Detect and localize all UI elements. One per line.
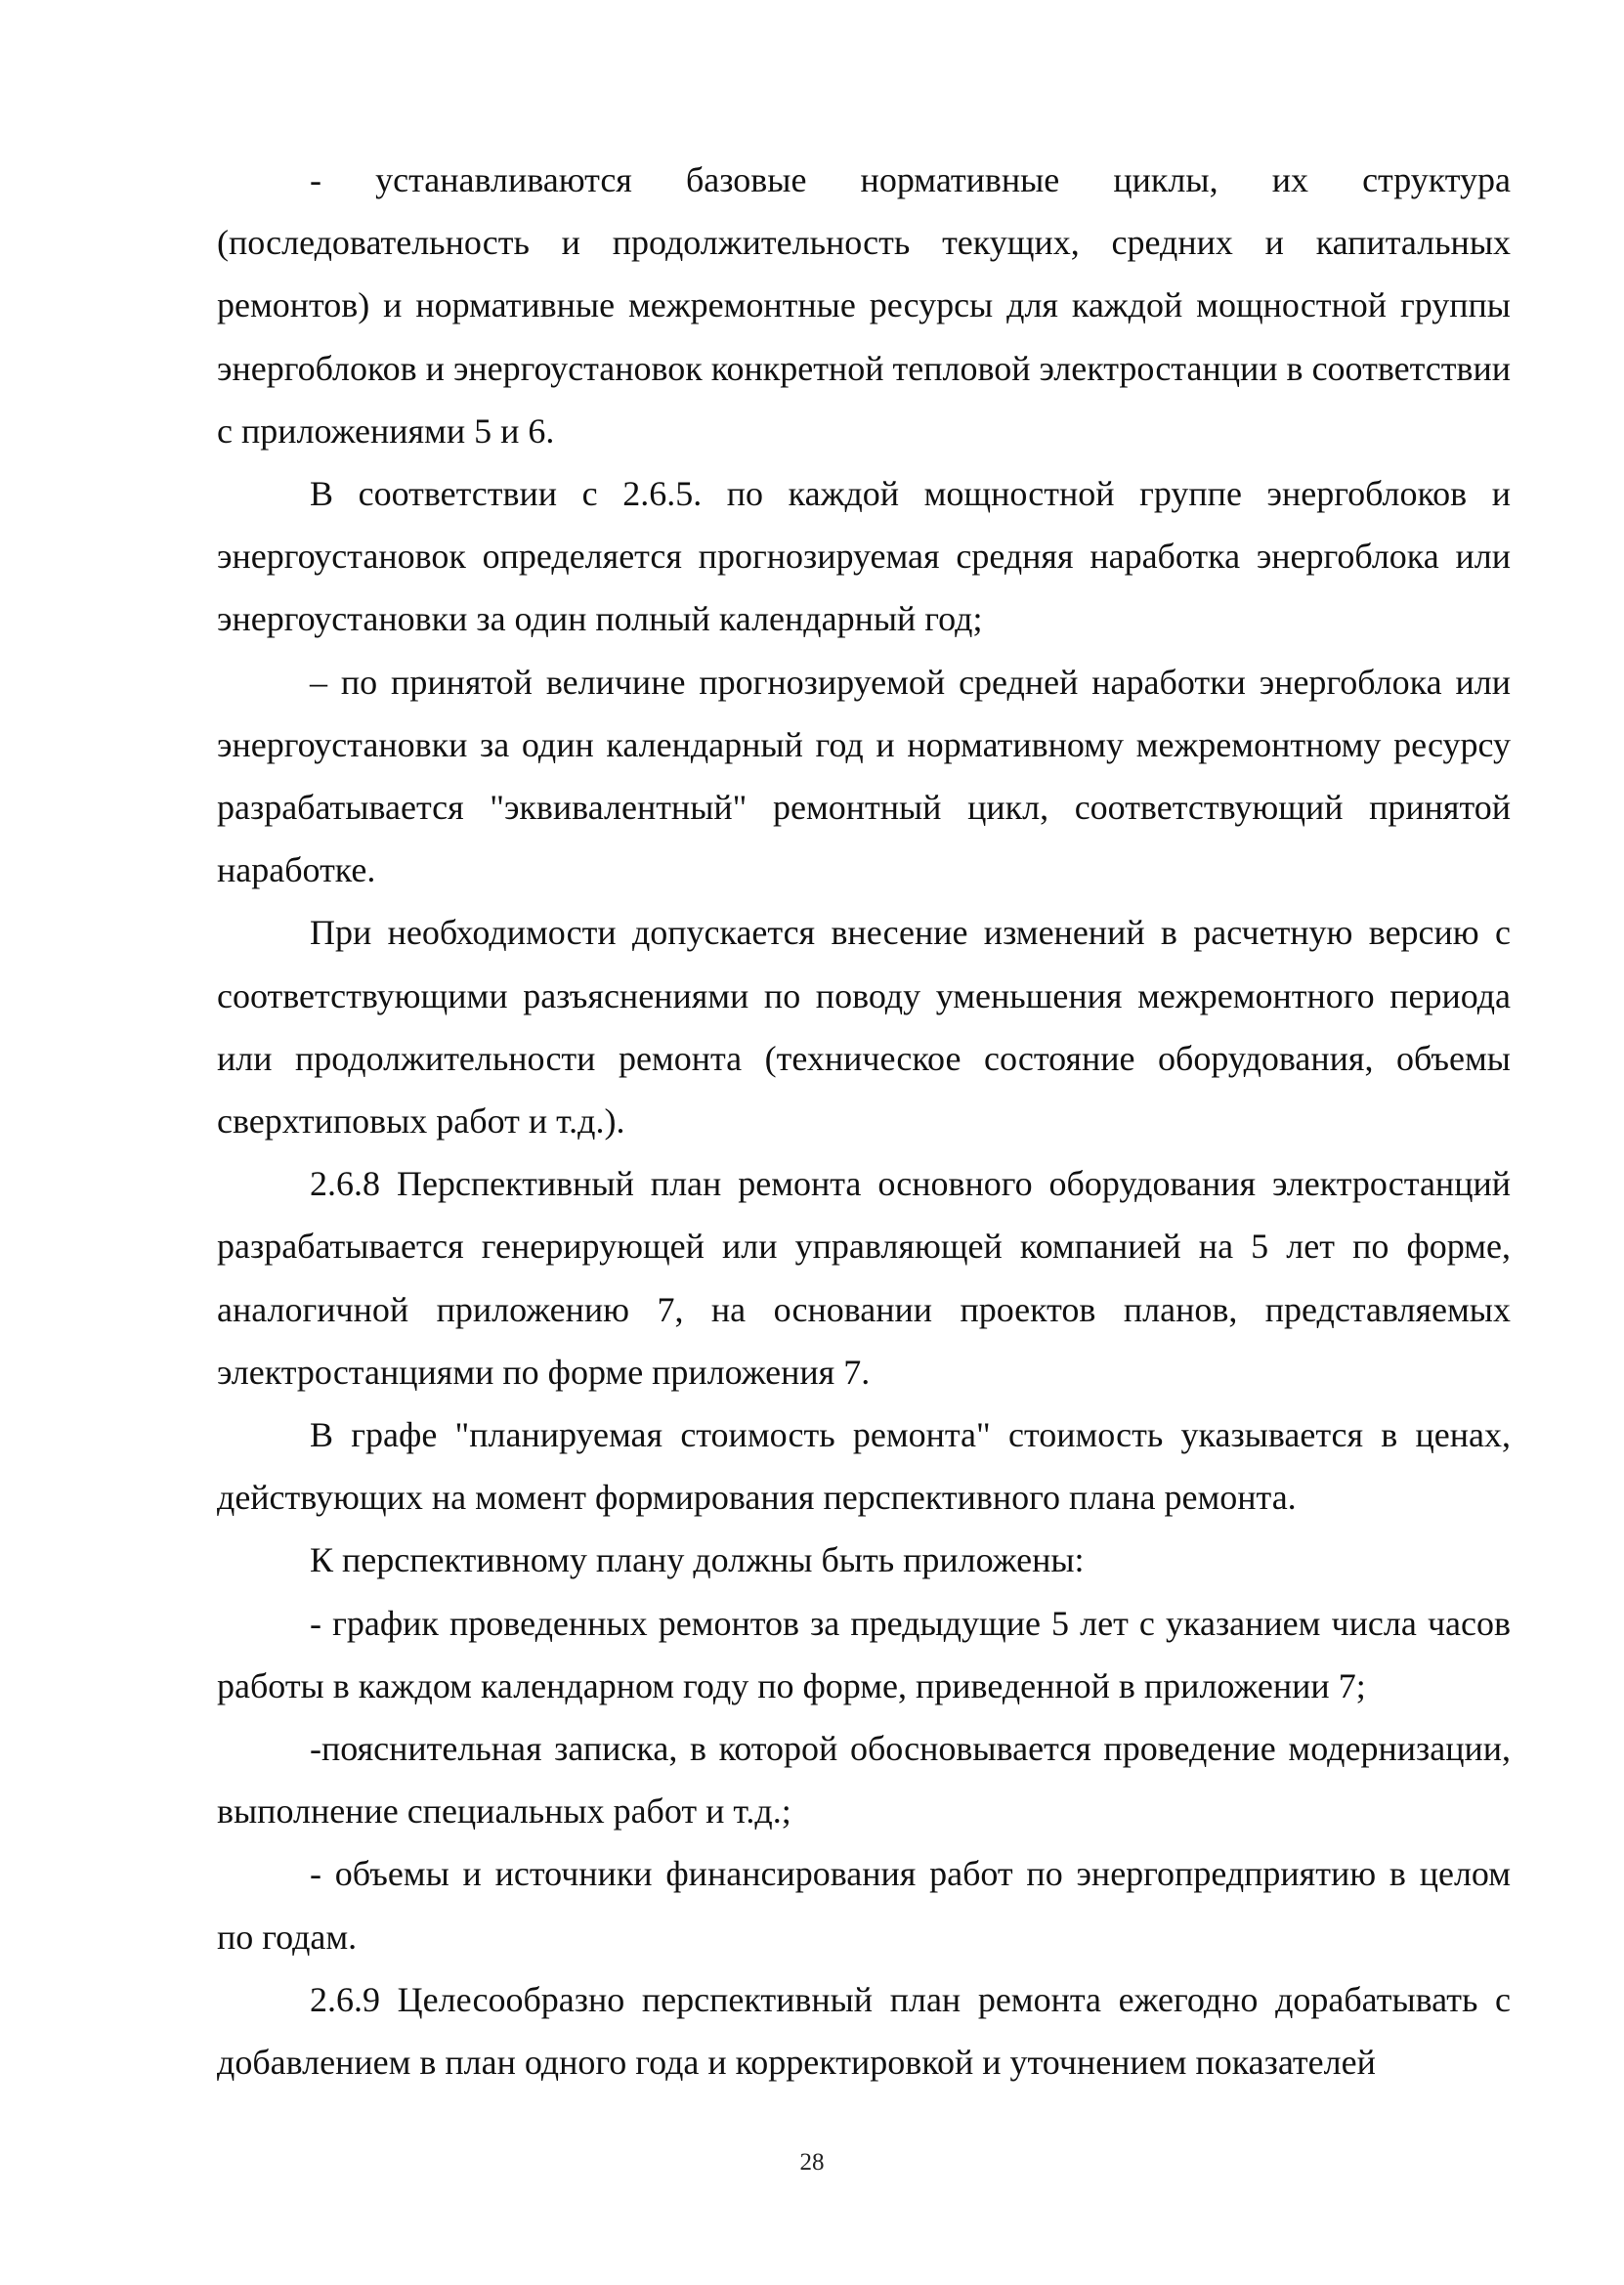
page-number: 28 [799,2149,825,2176]
paragraph-2-6-8: 2.6.8 Перспективный план ремонта основного оборудования электростанций разрабатывается генерирующей или управляющей компанией на 5 лет по форме, аналогичной приложению 7, на основании проектов планов, представляемых электростанциями по форме приложения 7. [217,1164,1511,1392]
paragraph-changes-allowed: При необходимости допускается внесение изменений в расчетную версию с соответствующими разъяснениями по поводу уменьшения межремонтного периода или продолжительности ремонта (техническое состояние оборудования, объемы сверхтиповых работ и т.д.). [217,913,1511,1142]
list-item-repair-schedule: - график проведенных ремонтов за предыдущие 5 лет с указанием числа часов работы в каждом календарном году по форме, приведенной в приложении 7; [217,1603,1511,1705]
paragraph-2-6-9: 2.6.9 Целесообразно перспективный план ремонта ежегодно дорабатывать с добавлением в план одного года и корректировкой и уточнением показателей [217,1979,1511,2083]
paragraph-base-cycles: - устанавливаются базовые нормативные циклы, их структура (последовательность и продолжительность текущих, средних и капитальных ремонтов) и нормативные межремонтные ресурсы для каждой мощностной группы энергоблоков и энергоустановок конкретной тепловой электростанции в соответствии с приложениями 5 и 6. [217,160,1511,451]
list-item-financing: - объемы и источники финансирования работ по энергопредприятию в целом по годам. [217,1854,1511,1957]
paragraph-planned-cost: В графе "планируемая стоимость ремонта" стоимость указывается в ценах, действующих на момент формирования перспективного плана ремонта. [217,1415,1511,1518]
list-item-explanatory-note: -пояснительная записка, в которой обосновывается проведение модернизации, выполнение специальных работ и т.д.; [217,1729,1511,1832]
body-text [217,149,1511,2093]
paragraph-attachments-intro: К перспективному плану должны быть приложены: [310,1540,1085,1580]
paragraph-equivalent-cycle: – по принятой величине прогнозируемой средней наработки энергоблока или энергоустановки за один календарный год и нормативному межремонтному ресурсу разрабатывается "эквивалентный" ремонтный цикл, соответствующий принятой наработке. [217,662,1511,890]
paragraph-forecast-operating-time: В соответствии с 2.6.5. по каждой мощностной группе энергоблоков и энергоустановок определяется прогнозируемая средняя наработка энергоблока или энергоустановки за один полный календарный год; [217,474,1511,639]
